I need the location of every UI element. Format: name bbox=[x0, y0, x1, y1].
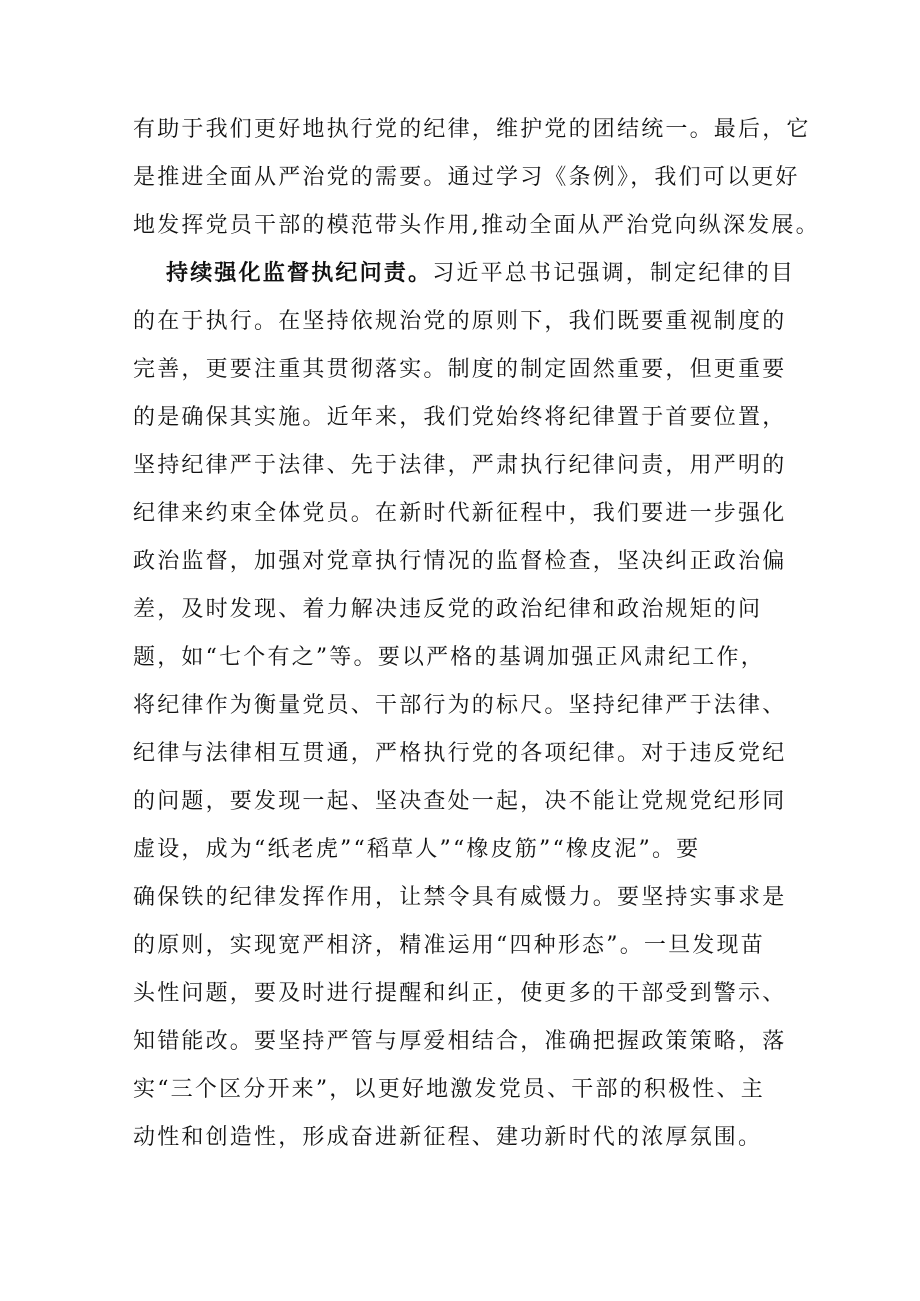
text-line: 虚设，成为“纸老虎”“稻草人”“橡皮筋”“橡皮泥”。要 bbox=[133, 837, 701, 862]
text-line: 完善，更要注重其贯彻落实。制度的制定固然重要，但更重要 bbox=[133, 357, 787, 382]
document-body bbox=[133, 106, 820, 1162]
text-line: 的问题，要发现一起、坚决查处一起，决不能让党规党纪形同 bbox=[133, 789, 787, 814]
text-line: 纪律来约束全体党员。在新时代新征程中，我们要进一步强化 bbox=[133, 501, 787, 526]
text-line: 坚持纪律严于法律、先于法律，严肃执行纪律问责，用严明的 bbox=[133, 453, 787, 478]
text-run: 习近平总书记强调，制定纪律的目 bbox=[432, 261, 796, 286]
text-line: 纪律与法律相互贯通，严格执行党的各项纪律。对于违反党纪 bbox=[133, 741, 787, 766]
text-line: 是推进全面从严治党的需要。通过学习《条例》，我们可以更好 bbox=[133, 165, 800, 190]
text-line: 知错能改。要坚持严管与厚爱相结合，准确把握政策策略，落 bbox=[133, 1029, 787, 1054]
text-line: 的在于执行。在坚持依规治党的原则下，我们既要重视制度的 bbox=[133, 309, 787, 334]
text-line: 的原则，实现宽严相济，精准运用“四种形态”。一旦发现苗 bbox=[133, 933, 765, 958]
text-line: 实“三个区分开来”，以更好地激发党员、干部的积极性、主 bbox=[133, 1077, 765, 1102]
paragraph-2 bbox=[133, 250, 796, 1162]
text-line: 的是确保其实施。近年来，我们党始终将纪律置于首要位置， bbox=[133, 405, 787, 430]
text-line: 确保铁的纪律发挥作用，让禁令具有威慑力。要坚持实事求是 bbox=[133, 885, 787, 910]
paragraph-2-first-line bbox=[133, 250, 796, 298]
text-line: 有助于我们更好地执行党的纪律，维护党的团结统一。最后，它 bbox=[133, 117, 811, 142]
text-line: 动性和创造性，形成奋进新征程、建功新时代的浓厚氛围。 bbox=[133, 1125, 763, 1150]
paragraph-1 bbox=[133, 106, 820, 250]
text-line: 地发挥党员干部的模范带头作用,推动全面从严治党向纵深发展。 bbox=[133, 213, 820, 238]
text-line: 将纪律作为衡量党员、干部行为的标尺。坚持纪律严于法律、 bbox=[133, 693, 787, 718]
text-line: 政治监督，加强对党章执行情况的监督检查，坚决纠正政治偏 bbox=[133, 549, 787, 574]
section-heading: 持续强化监督执纪问责。 bbox=[166, 261, 433, 286]
text-line: 题，如“七个有之”等。要以严格的基调加强正风肃纪工作， bbox=[133, 645, 765, 670]
text-line: 差，及时发现、着力解决违反党的政治纪律和政治规矩的问 bbox=[133, 597, 763, 622]
text-line: 头性问题，要及时进行提醒和纠正，使更多的干部受到警示、 bbox=[133, 981, 787, 1006]
